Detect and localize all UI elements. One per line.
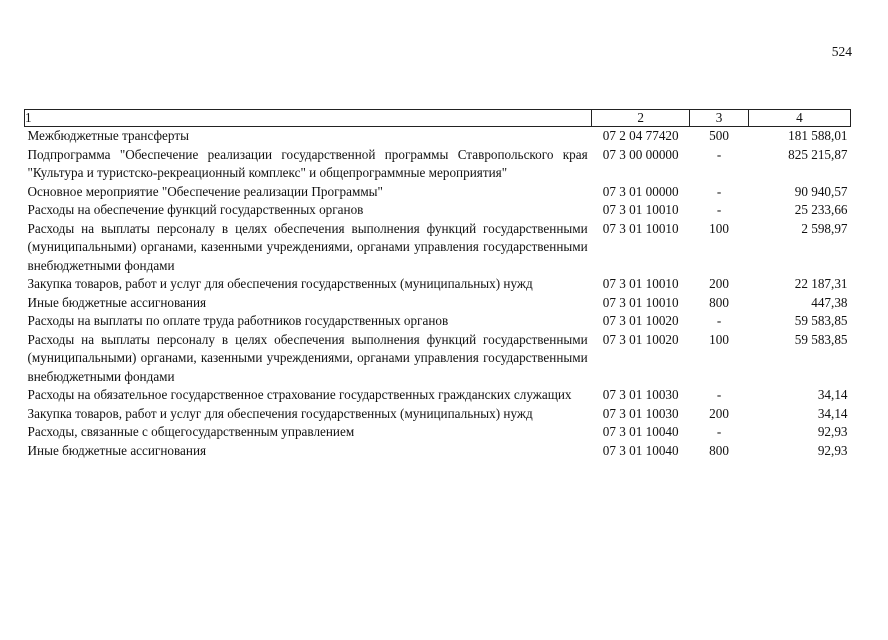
table-row [25,423,851,442]
column-header-3: 3 [690,110,749,127]
row-amount-cell: 59 583,85 [794,331,848,347]
table-row [25,220,851,276]
row-name-cell: Подпрограмма "Обеспечение реализации государственной программы Ставропольского края "Культура и туристско-рекреационный комплекс" и общепрограммные мероприятия" [27,146,588,180]
row-type-cell: - [716,424,722,439]
table-row [25,183,851,202]
row-type-cell: - [716,146,722,162]
table-row [25,146,851,183]
row-code-cell: 07 3 01 10040 [602,424,679,439]
row-amount-cell: 59 583,85 [794,313,848,328]
table-row [25,331,851,387]
row-name-cell: Расходы на обеспечение функций государственных органов [27,202,364,217]
row-code-cell: 07 3 01 10030 [602,387,679,402]
table-row [25,442,851,461]
row-amount-cell: 2 598,97 [801,220,848,236]
row-type-cell: - [716,313,722,328]
row-type-cell: 200 [709,405,729,421]
table-row [25,312,851,331]
row-code-cell: 07 3 00 00000 [602,146,679,162]
table-row [25,201,851,220]
row-name-cell: Закупка товаров, работ и услуг для обеспечения государственных (муниципальных) нужд [27,405,533,421]
row-amount-cell: 90 940,57 [794,183,848,199]
row-name-cell: Расходы на выплаты по оплате труда работников государственных органов [27,313,449,328]
row-name-cell: Расходы, связанные с общегосударственным управлением [27,424,355,439]
row-name-cell: Расходы на выплаты персоналу в целях обеспечения выполнения функций государственными (муниципальными) органами, казенными учреждениями, органами управления государственными внебюджетными фондами [27,220,588,273]
row-amount-cell: 22 187,31 [794,276,848,291]
row-name-cell: Основное мероприятие "Обеспечение реализации Программы" [27,183,383,199]
row-code-cell: 07 2 04 77420 [602,128,679,143]
row-name-cell: Расходы на обязательное государственное страхование государственных гражданских служащих [27,387,572,402]
row-code-cell: 07 3 01 10010 [602,294,679,310]
row-code-cell: 07 3 01 10040 [602,442,679,458]
row-code-cell: 07 3 01 10030 [602,405,679,421]
row-amount-cell: 447,38 [811,294,848,310]
table-row [25,275,851,294]
row-code-cell: 07 3 01 10020 [602,313,679,328]
row-name-cell: Межбюджетные трансферты [27,128,189,143]
budget-table [24,109,851,460]
column-header-1: 1 [25,110,592,127]
page-number: 524 [831,44,852,59]
row-amount-cell: 92,93 [817,424,848,439]
row-amount-cell: 92,93 [817,442,848,458]
row-type-cell: - [716,387,722,402]
row-name-cell: Закупка товаров, работ и услуг для обеспечения государственных (муниципальных) нужд [27,276,533,291]
row-code-cell: 07 3 01 10020 [602,331,679,347]
row-type-cell: 500 [709,128,729,143]
row-type-cell: - [716,183,722,199]
row-code-cell: 07 3 01 10010 [602,276,679,291]
row-type-cell: 200 [709,276,729,291]
row-amount-cell: 181 588,01 [788,128,848,143]
row-name-cell: Расходы на выплаты персоналу в целях обеспечения выполнения функций государственными (муниципальными) органами, казенными учреждениями, органами управления государственными внебюджетными фондами [27,331,588,384]
row-type-cell: - [716,202,722,217]
row-type-cell: 100 [709,331,729,347]
row-name-cell: Иные бюджетные ассигнования [27,294,207,310]
row-code-cell: 07 3 01 10010 [602,220,679,236]
row-name-cell: Иные бюджетные ассигнования [27,442,207,458]
row-amount-cell: 34,14 [817,387,848,402]
column-header-2: 2 [592,110,690,127]
table-body [25,127,851,461]
row-amount-cell: 825 215,87 [788,146,848,162]
table-row [25,127,851,146]
row-code-cell: 07 3 01 00000 [602,183,679,199]
row-type-cell: 800 [709,294,729,310]
row-code-cell: 07 3 01 10010 [602,202,679,217]
table-row [25,294,851,313]
table-row [25,386,851,405]
column-header-4: 4 [748,110,850,127]
row-type-cell: 800 [709,442,729,458]
table-row [25,405,851,424]
row-amount-cell: 34,14 [817,405,848,421]
row-type-cell: 100 [709,220,729,236]
table-header-row [25,110,851,127]
row-amount-cell: 25 233,66 [794,202,848,217]
